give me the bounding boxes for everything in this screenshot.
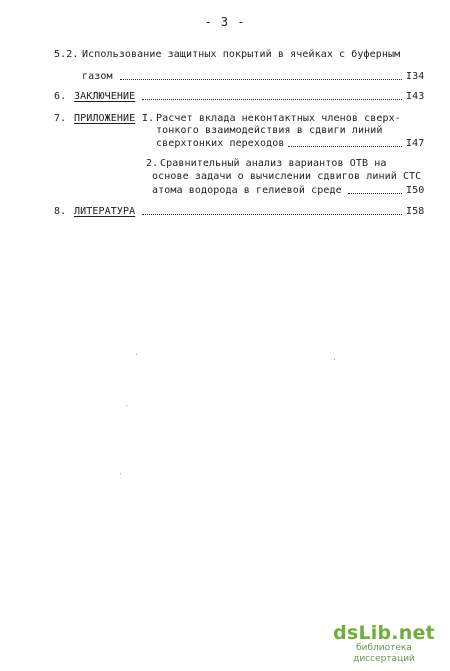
toc-entry-7-2-number: 2. (146, 158, 159, 169)
toc-entry-6-page: I43 (406, 91, 425, 102)
watermark-tagline: библиотека диссертаций (353, 643, 415, 664)
scan-speck (136, 354, 137, 355)
toc-entry-7-1-page: I47 (406, 138, 425, 149)
toc-entry-8-page: I58 (406, 206, 425, 217)
toc-leader-dots (120, 67, 402, 80)
toc-entry-7-title: ПРИЛОЖЕНИЕ (74, 113, 136, 124)
toc-entry-6-title: ЗАКЛЮЧЕНИЕ (74, 91, 136, 102)
toc-leader-dots (142, 202, 402, 215)
toc-entry-7-1-title-line2: тонкого взаимодействия в сдвиги линий (156, 125, 383, 136)
toc-entry-5-2-page: I34 (406, 71, 425, 82)
toc-entry-7-2-page: I50 (406, 185, 425, 196)
page-number: - 3 - (204, 15, 246, 29)
watermark (332, 623, 436, 665)
toc-entry-7-1-title-line1: Расчет вклада неконтактных членов сверх- (156, 113, 401, 124)
toc-entry-8-title: ЛИТЕРАТУРА (74, 206, 136, 217)
toc-leader-dots (142, 87, 402, 100)
toc-leader-dots (288, 134, 402, 147)
toc-entry-7-1-title-line3: сверхтонких переходов (156, 138, 285, 149)
toc-entry-7-2-title-line3: атома водорода в гелиевой среде (152, 185, 342, 196)
toc-entry-5-2-number: 5.2. (54, 49, 79, 60)
toc-entry-8-number: 8. (54, 206, 67, 217)
scan-speck (126, 405, 127, 406)
toc-entry-7-1-number: I. (142, 113, 155, 124)
scan-speck (120, 473, 121, 474)
watermark-logo: dsLib.net (333, 622, 435, 644)
toc-entry-6-number: 6. (54, 91, 67, 102)
toc-entry-5-2-title-line1: Использование защитных покрытий в ячейках с буферным (82, 49, 401, 60)
toc-entry-7-2-title-line2: основе задачи о вычислении сдвигов линий СТС (152, 171, 422, 182)
toc-entry-7-number: 7. (54, 113, 67, 124)
scan-speck (334, 359, 335, 360)
toc-entry-5-2-title-line2: газом (82, 71, 113, 82)
toc-leader-dots (348, 181, 402, 194)
toc-entry-7-2-title-line1: Сравнительный анализ вариантов ОТВ на (160, 158, 387, 169)
